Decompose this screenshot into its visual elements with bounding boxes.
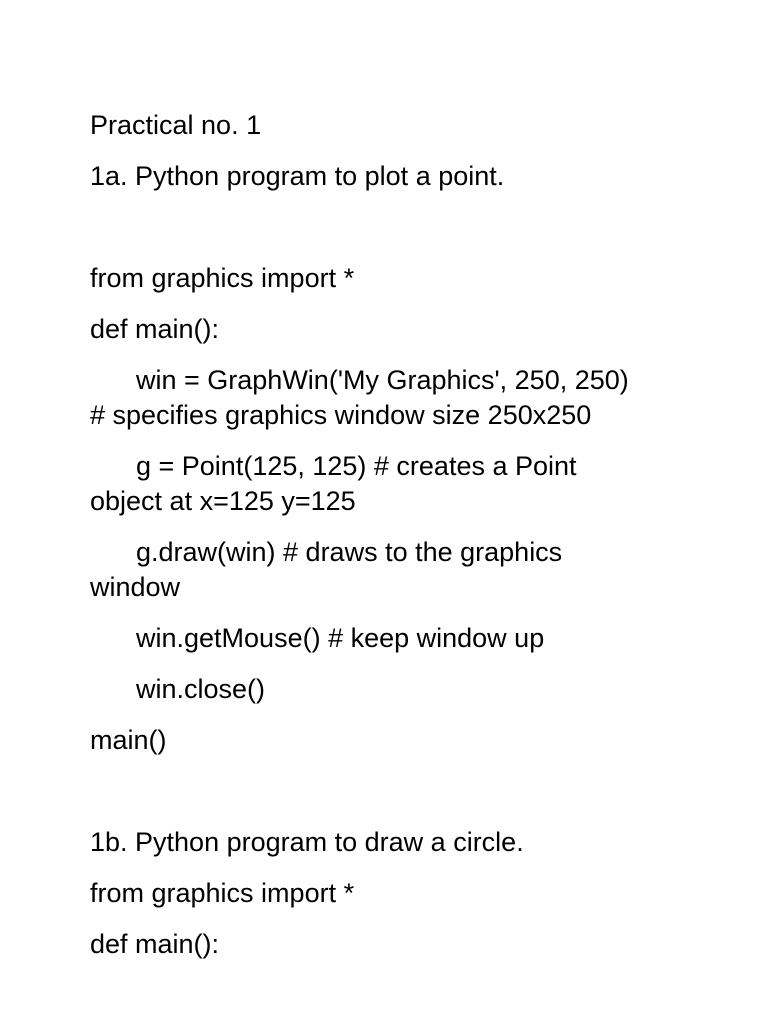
code-line: from graphics import * [90, 878, 355, 908]
spacer [90, 774, 650, 825]
code-line: def main(): [90, 314, 220, 344]
spacer [90, 210, 650, 261]
practical-heading: Practical no. 1 [90, 110, 262, 140]
code-line: from graphics import * [90, 263, 355, 293]
code-line: def main(): [90, 929, 220, 959]
code-line: win.getMouse() # keep window up [136, 623, 545, 653]
code-line: main() [90, 725, 167, 755]
code-line: g = Point(125, 125) # creates a Point object at x=125 y=125 [90, 451, 577, 516]
code-line: g.draw(win) # draws to the graphics window [90, 537, 563, 602]
code-line: win.close() [136, 674, 266, 704]
document-body [90, 108, 650, 978]
code-line: win = GraphWin('My Graphics', 250, 250) # specifies graphics window size 250x250 [90, 365, 629, 430]
section-a-title: 1a. Python program to plot a point. [90, 161, 505, 191]
section-b-title: 1b. Python program to draw a circle. [90, 827, 524, 857]
